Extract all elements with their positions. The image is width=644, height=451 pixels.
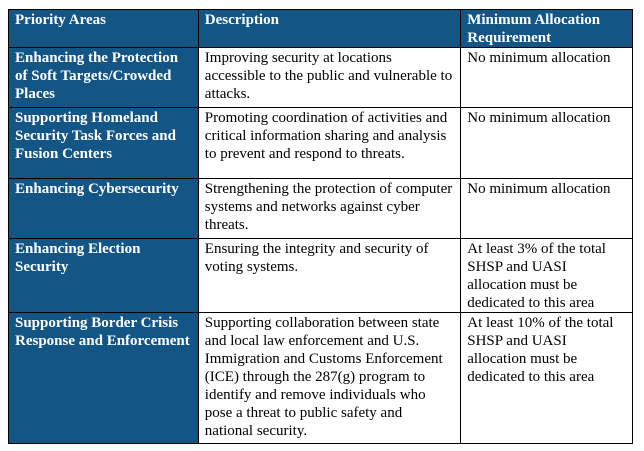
priority-areas-table [8, 9, 633, 444]
priority-area-cell: Supporting Homeland Security Task Forces and Fusion Centers [9, 108, 199, 179]
description-cell: Improving security at locations accessible to the public and vulnerable to attacks. [198, 48, 460, 108]
header-priority-areas: Priority Areas [9, 10, 199, 48]
table-header-row [9, 10, 633, 48]
table-row [9, 108, 633, 179]
description-cell: Strengthening the protection of computer systems and networks against cyber threats. [198, 179, 460, 239]
priority-area-cell: Supporting Border Crisis Response and Enforcement [9, 313, 199, 444]
table-row [9, 48, 633, 108]
table-row [9, 239, 633, 313]
allocation-cell: No minimum allocation [461, 48, 633, 108]
allocation-cell: At least 10% of the total SHSP and UASI allocation must be dedicated to this area [461, 313, 633, 444]
allocation-cell: No minimum allocation [461, 179, 633, 239]
table-row [9, 313, 633, 444]
allocation-cell: At least 3% of the total SHSP and UASI allocation must be dedicated to this area [461, 239, 633, 313]
header-description: Description [198, 10, 460, 48]
allocation-cell: No minimum allocation [461, 108, 633, 179]
header-minimum-allocation: Minimum Allocation Requirement [461, 10, 633, 48]
table-row [9, 179, 633, 239]
description-cell: Supporting collaboration between state and local law enforcement and U.S. Immigration and Customs Enforcement (ICE) through the 287(g) program to identify and remove individuals who pose a threat to public safety and national security. [198, 313, 460, 444]
description-cell: Promoting coordination of activities and critical information sharing and analysis to prevent and respond to threats. [198, 108, 460, 179]
priority-area-cell: Enhancing Cybersecurity [9, 179, 199, 239]
priority-area-cell: Enhancing the Protection of Soft Targets/Crowded Places [9, 48, 199, 108]
description-cell: Ensuring the integrity and security of voting systems. [198, 239, 460, 313]
priority-area-cell: Enhancing Election Security [9, 239, 199, 313]
